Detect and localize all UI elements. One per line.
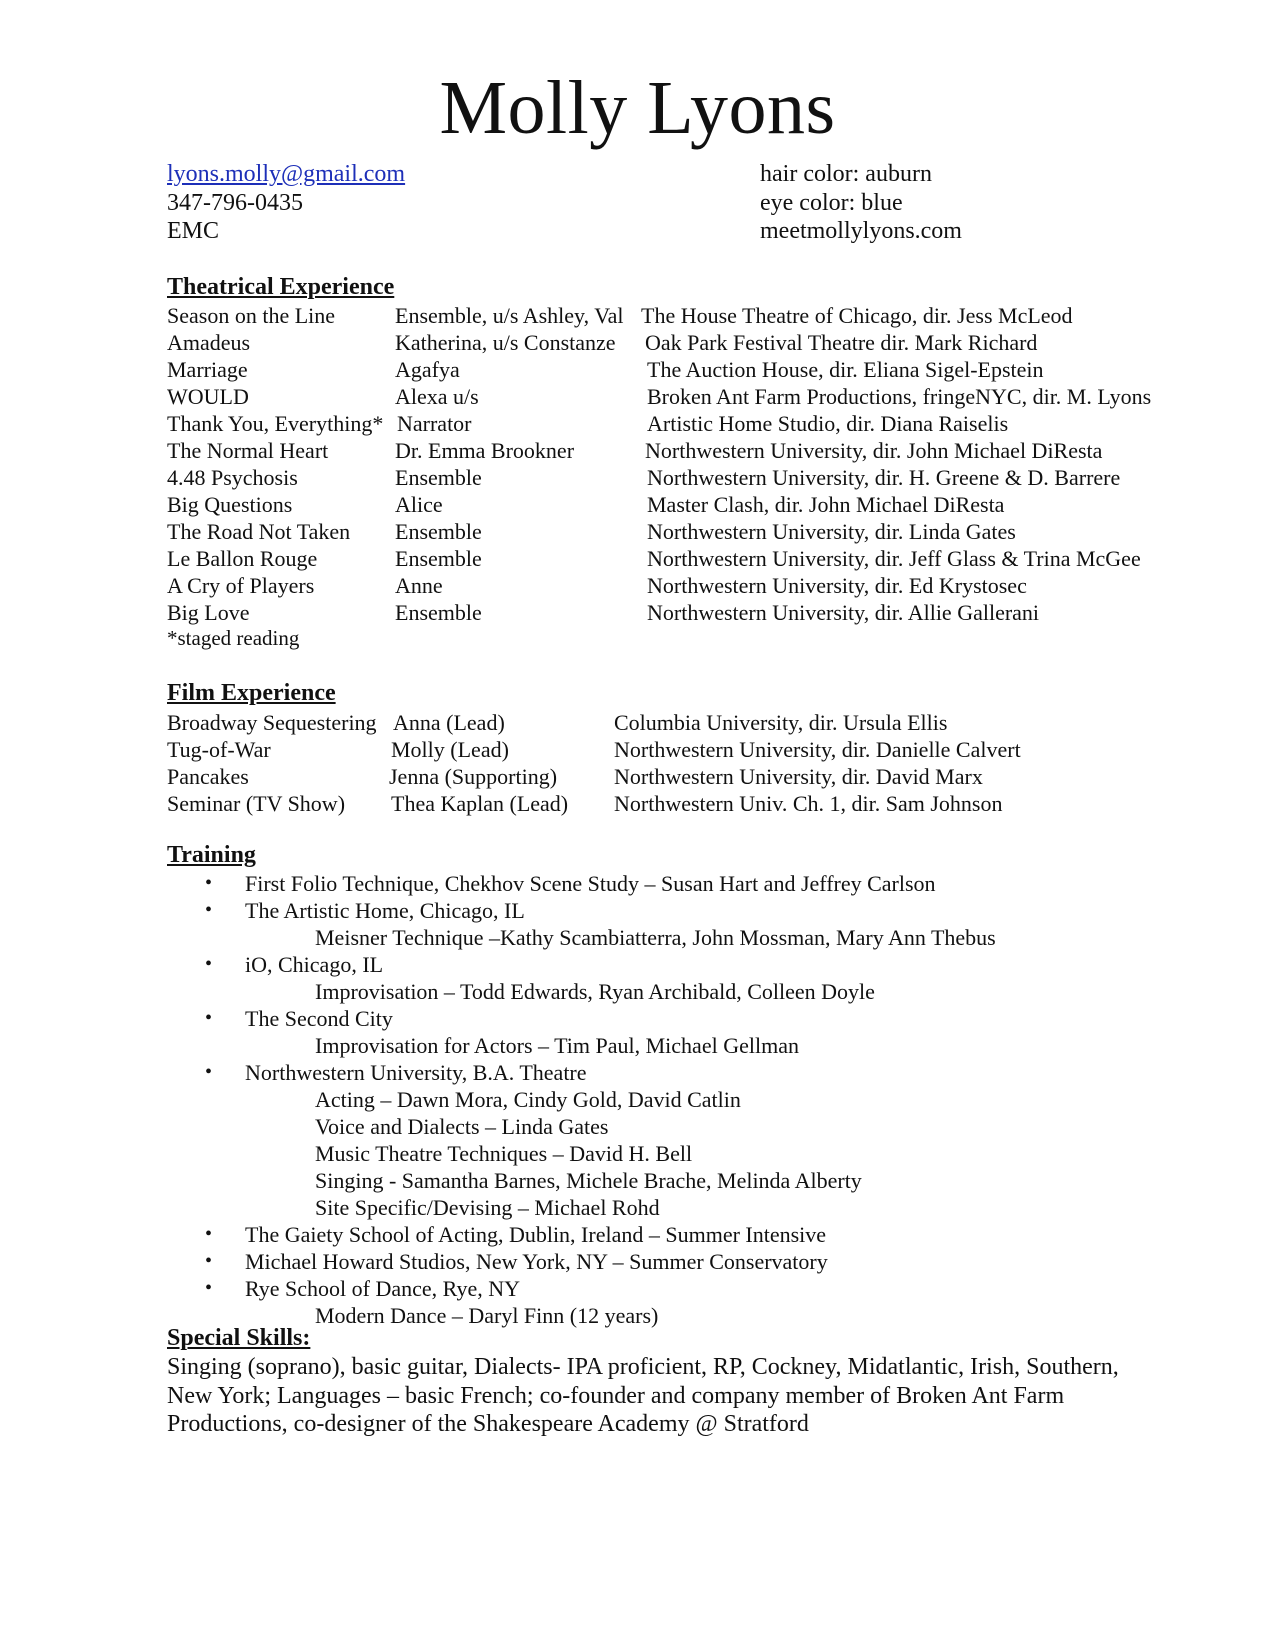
role: Ensemble bbox=[395, 519, 482, 544]
role: Dr. Emma Brookner bbox=[395, 438, 575, 463]
show-title: Marriage bbox=[167, 357, 248, 382]
role: Molly (Lead) bbox=[391, 737, 509, 762]
company: Oak Park Festival Theatre dir. Mark Richard bbox=[645, 330, 1038, 355]
role: Ensemble bbox=[395, 465, 482, 490]
theatrical-row bbox=[0, 491, 1275, 518]
film-title: Tug-of-War bbox=[167, 737, 271, 762]
theatrical-row bbox=[0, 383, 1275, 410]
theatrical-row bbox=[0, 545, 1275, 572]
role: Ensemble, u/s Ashley, Val bbox=[395, 303, 624, 328]
theatrical-row bbox=[0, 572, 1275, 599]
role: Alexa u/s bbox=[395, 384, 479, 409]
role: Jenna (Supporting) bbox=[389, 764, 558, 789]
company: The House Theatre of Chicago, dir. Jess McLeod bbox=[641, 303, 1073, 328]
film-title: Seminar (TV Show) bbox=[167, 791, 346, 816]
role: Narrator bbox=[397, 411, 472, 436]
role: Thea Kaplan (Lead) bbox=[391, 791, 569, 816]
bullet-icon: • bbox=[205, 1061, 213, 1083]
theatrical-row bbox=[0, 518, 1275, 545]
show-title: The Normal Heart bbox=[167, 438, 329, 463]
film-row bbox=[0, 736, 1275, 763]
contact-left bbox=[167, 160, 405, 246]
show-title: 4.48 Psychosis bbox=[167, 465, 298, 490]
skills-text: Singing (soprano), basic guitar, Dialects- IPA proficient, RP, Cockney, Midatlantic, Irish, Southern, New York; Languages – basic French; co-founder and company member of Broken Ant Farm Productions, co-designer of the Shakespeare Academy @ Stratford bbox=[167, 1354, 1119, 1437]
film-title: Broadway Sequestering bbox=[167, 710, 377, 735]
show-title: A Cry of Players bbox=[167, 573, 315, 598]
training-item: The Gaiety School of Acting, Dublin, Ireland – Summer Intensive bbox=[245, 1222, 827, 1247]
bullet-icon: • bbox=[205, 1250, 213, 1272]
hair-color: hair color: auburn bbox=[760, 161, 932, 187]
training-detail: Improvisation for Actors – Tim Paul, Michael Gellman bbox=[315, 1033, 799, 1058]
show-title: WOULD bbox=[167, 384, 249, 409]
bullet-icon: • bbox=[205, 1277, 213, 1299]
company: Columbia University, dir. Ursula Ellis bbox=[614, 710, 948, 735]
theatrical-heading: Theatrical Experience bbox=[167, 274, 395, 300]
company: Northwestern University, dir. Allie Gallerani bbox=[647, 600, 1040, 625]
theatrical-row bbox=[0, 329, 1275, 356]
training-item: Michael Howard Studios, New York, NY – Summer Conservatory bbox=[245, 1249, 828, 1274]
bullet-icon: • bbox=[205, 1007, 213, 1029]
training-item: Northwestern University, B.A. Theatre bbox=[245, 1060, 587, 1085]
company: Northwestern University, dir. David Marx bbox=[614, 764, 983, 789]
training-item: iO, Chicago, IL bbox=[245, 952, 384, 977]
role: Anne bbox=[395, 573, 443, 598]
theatrical-row bbox=[0, 599, 1275, 626]
show-title: Amadeus bbox=[167, 330, 251, 355]
company: Northwestern Univ. Ch. 1, dir. Sam Johnson bbox=[614, 791, 1003, 816]
show-title: Season on the Line bbox=[167, 303, 336, 328]
bullet-icon: • bbox=[205, 1223, 213, 1245]
film-row bbox=[0, 709, 1275, 736]
website: meetmollylyons.com bbox=[760, 218, 962, 244]
training-detail: Meisner Technique –Kathy Scambiatterra, John Mossman, Mary Ann Thebus bbox=[315, 925, 996, 950]
company: Northwestern University, dir. John Michael DiResta bbox=[645, 438, 1103, 463]
phone: 347-796-0435 bbox=[167, 189, 303, 216]
company: Northwestern University, dir. Jeff Glass & Trina McGee bbox=[647, 546, 1141, 571]
theatrical-row bbox=[0, 356, 1275, 383]
contact-right bbox=[760, 160, 962, 246]
training-item: Rye School of Dance, Rye, NY bbox=[245, 1276, 521, 1301]
company: Artistic Home Studio, dir. Diana Raiselis bbox=[647, 411, 1009, 436]
skills-heading: Special Skills: bbox=[167, 1325, 311, 1351]
film-row bbox=[0, 790, 1275, 817]
theatrical-row bbox=[0, 437, 1275, 464]
film-title: Pancakes bbox=[167, 764, 249, 789]
training-detail: Site Specific/Devising – Michael Rohd bbox=[315, 1195, 660, 1220]
eye-color: eye color: blue bbox=[760, 189, 903, 216]
union-status: EMC bbox=[167, 218, 220, 244]
staged-reading-note: *staged reading bbox=[167, 626, 300, 650]
company: Northwestern University, dir. Ed Krystosec bbox=[647, 573, 1027, 598]
email-link[interactable]: lyons.molly@gmail.com bbox=[167, 161, 406, 187]
company: Northwestern University, dir. Linda Gates bbox=[647, 519, 1016, 544]
film-heading: Film Experience bbox=[167, 680, 336, 706]
training-detail: Voice and Dialects – Linda Gates bbox=[315, 1114, 609, 1139]
show-title: The Road Not Taken bbox=[167, 519, 351, 544]
role: Ensemble bbox=[395, 546, 482, 571]
role: Agafya bbox=[395, 357, 460, 382]
training-item: First Folio Technique, Chekhov Scene Study – Susan Hart and Jeffrey Carlson bbox=[245, 871, 936, 896]
role: Ensemble bbox=[395, 600, 482, 625]
training-detail: Music Theatre Techniques – David H. Bell bbox=[315, 1141, 693, 1166]
bullet-icon: • bbox=[205, 899, 213, 921]
training-item: The Artistic Home, Chicago, IL bbox=[245, 898, 525, 923]
show-title: Big Questions bbox=[167, 492, 293, 517]
company: Northwestern University, dir. H. Greene & D. Barrere bbox=[647, 465, 1121, 490]
role: Anna (Lead) bbox=[393, 710, 505, 735]
theatrical-row bbox=[0, 464, 1275, 491]
company: Northwestern University, dir. Danielle Calvert bbox=[614, 737, 1021, 762]
theatrical-row bbox=[0, 302, 1275, 329]
training-detail: Improvisation – Todd Edwards, Ryan Archibald, Colleen Doyle bbox=[315, 979, 875, 1004]
company: The Auction House, dir. Eliana Sigel-Epstein bbox=[647, 357, 1044, 382]
resume-name: Molly Lyons bbox=[439, 66, 836, 150]
company: Broken Ant Farm Productions, fringeNYC, dir. M. Lyons bbox=[647, 384, 1152, 409]
bullet-icon: • bbox=[205, 953, 213, 975]
bullet-icon: • bbox=[205, 872, 213, 894]
training-detail: Singing - Samantha Barnes, Michele Brache, Melinda Alberty bbox=[315, 1168, 862, 1193]
company: Master Clash, dir. John Michael DiResta bbox=[647, 492, 1005, 517]
role: Katherina, u/s Constanze bbox=[395, 330, 616, 355]
show-title: Thank You, Everything* bbox=[167, 411, 384, 436]
training-detail: Modern Dance – Daryl Finn (12 years) bbox=[315, 1303, 659, 1328]
film-row bbox=[0, 763, 1275, 790]
show-title: Le Ballon Rouge bbox=[167, 546, 318, 571]
show-title: Big Love bbox=[167, 600, 250, 625]
training-detail: Acting – Dawn Mora, Cindy Gold, David Catlin bbox=[315, 1087, 741, 1112]
training-heading: Training bbox=[167, 842, 256, 868]
theatrical-row bbox=[0, 410, 1275, 437]
role: Alice bbox=[395, 492, 443, 517]
training-item: The Second City bbox=[245, 1006, 393, 1031]
